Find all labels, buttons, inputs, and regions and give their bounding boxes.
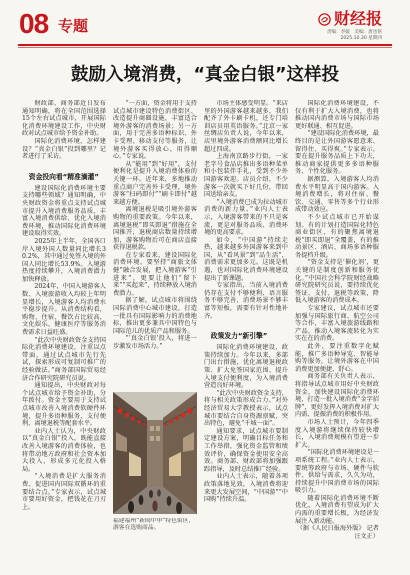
paragraph: 2025年上半年，全国各口岸入境外国人数量同比增长30.2%，其中通过免签入境的外国人同比增长53.9%。入境游热度持续攀升，入境消费潜力加快释放。	[22, 237, 106, 283]
paragraph: 市场人士预计，今年四季度入境游将继续保持较快增长，入境消费规模有望进一步扩大。	[295, 418, 379, 449]
paragraph: 专家建议，试点城市还要加强与国际旅行商、航空公司等合作，丰富入境旅游线路和产品，推动入境客流转化为实实在在的消费。	[295, 305, 379, 343]
far-window	[156, 436, 160, 441]
paragraph: “国际化消费环境建设是一项系统工程。”业内人士表示，要统筹政府与市场、硬件与软件、供给与需求，久久为功，持续提升中国消费市场的国际吸引力。	[295, 449, 379, 495]
red-lantern	[125, 413, 130, 418]
section-heading: 政策发力“新引擎”	[210, 332, 268, 341]
column-4	[295, 100, 379, 562]
paragraph: 此外，要注重数字化赋能，推广多语种导览、智能导购等服务，让境外游客在中国消费更加便捷、舒心。	[295, 343, 379, 373]
paragraph: “入境消费已成为拉动城市消费的新力量。”业内人士表示，入境游客带来的不只是客流，更是对服务品质、消费环境的更高要求。	[204, 198, 288, 237]
red-lantern	[169, 420, 172, 423]
paragraph: “入境消费是扩大服务消费、促进国内国际双循环的重要结合点。”专家表示，试点城市要用好资金，把钱花在刀刃上。	[22, 473, 106, 511]
paragraph: 通知要求，试点城市要制定建设方案，明确目标任务和工作举措，强化资金监管和绩效评价，确保资金使用安全高效。商务部、财政部将加强跟踪指导，及时总结推广经验。	[204, 427, 288, 473]
header-rule-thin	[18, 47, 392, 48]
far-window	[156, 426, 160, 431]
column-1	[22, 100, 106, 550]
column-2	[113, 100, 197, 388]
paragraph: 据了解，试点城市将围绕国际消费中心城市建设，打造一批具有国际影响力的消费地标，推出更多兼具中国特色与国际范儿的优质产品和服务。	[113, 297, 197, 335]
pedestrian	[139, 495, 144, 505]
street-scene-image	[113, 392, 197, 514]
red-lantern	[187, 408, 192, 413]
red-lantern	[181, 413, 186, 418]
paragraph: “建设国际化消费环境，最终目的是让外国游客愿意来、留得住、买得爽。”专家表示，要在提升服务品质上下功夫，推动商家提供更多多语种服务、个性化服务。	[295, 130, 379, 176]
far-building	[147, 420, 163, 487]
paragraph: 市场主体感受明显。“来店里的外国游客越来越多，我们配齐了外卡刷卡机，还专门培训店员用英语服务。”北京一家丝绸店负责人说，今年以来，店里境外游客消费额同比增长超过四成。	[204, 100, 288, 153]
pedestrian	[128, 501, 134, 513]
pedestrian	[157, 489, 161, 496]
paragraph: 专家指出，当前入境消费仍存在支付不够便利、语言服务不够完善、消费场景不够丰富等短板，需要有针对性地补齐。	[204, 282, 288, 320]
red-lantern	[175, 417, 179, 421]
pedestrian	[167, 496, 172, 506]
paragraph: 2024年，中国入境游客人数、入境旅游收入均较上年明显增长，入境游客人均消费水平稳步提升。从消费结构看，购物、住宿、餐饮占比较高，文化娱乐、健康医疗等服务消费需求日益旺盛。	[22, 283, 106, 337]
pedestrian	[149, 490, 153, 498]
red-lantern	[117, 408, 122, 413]
paragraph: 业内人士表示，随着各项政策落地见效，入境消费将迎来更大发展空间，“中国游”“中国购”持续升温。	[204, 473, 288, 504]
pedestrian	[152, 501, 157, 512]
red-lantern	[143, 423, 146, 426]
far-window	[150, 426, 154, 431]
paragraph: 据测算，入境游客人均消费水平明显高于国内游客。入境消费增长，将对住宿、餐饮、交通、零售等多个行业形成带动效应。	[295, 175, 379, 214]
red-lantern	[131, 417, 135, 421]
byline: （据《人民日报海外版》 记者 汪文正）	[296, 525, 379, 540]
section-heading: 资金投向看“精准滴灌”	[28, 172, 99, 181]
paragraph: 上海南京路步行街，一家老字号食品店推出多语种菜单和小包装伴手礼，受到不少外国游客欢迎。店员介绍，不少游客一次就买下好几份，带回国送给亲友。	[204, 153, 288, 199]
paragraph: “‘真金白银’投入，将进一步激发市场活力。”	[113, 335, 197, 350]
paragraph: 建设国际化消费环境主要支持哪些领域？通知明确，中央财政资金将重点支持试点城市提升入境消费服务品质、丰富入境消费供给、优化入境消费环境，推动国际化消费环境建设取得实效。	[22, 184, 106, 238]
section-label: 专题	[58, 17, 89, 35]
paragraph: 财政部、商务部近日发布通知明确，将在全国范围选择15个左右试点城市，开展国际化消费环境建设工作，中央财政对试点城市给予资金补助。	[22, 100, 106, 138]
paragraph: 国际化消费环境建设，政策持续加力。今年以来，多部门出台措施，优化离境退税政策、扩大免签国家范围、提升入境支付便利度，为入境消费营造良好环境。	[204, 344, 288, 390]
pedestrian	[176, 502, 182, 514]
paragraph: “资金支持是‘催化剂’，更关键的是制度创新和服务优化。”中国社会科学院财经战略研究院研究员说，要持续优化签证、支付、退税等政策，降低入境游客的消费成本。	[295, 259, 379, 305]
header-rule	[18, 44, 392, 46]
page-meta	[327, 30, 382, 42]
paragraph: 通知提出，中央财政对每个试点城市给予资金补助，分年拨付。资金主要用于支持试点城市改善入境消费软硬件环境，提升多语种服务、支付便利、离境退税等配套水平。	[22, 382, 106, 428]
red-lantern	[165, 423, 168, 426]
photo-caption: 福建福州“新闽中申”特色街区，游客在选购商品。	[113, 518, 195, 532]
red-lantern	[137, 420, 140, 423]
news-photo	[113, 392, 197, 514]
page-number: 08	[19, 8, 49, 39]
date-line: 2025.10.30 星期四	[340, 36, 382, 41]
paragraph: “此次中央财政资金支持，将与相关政策形成合力。”对外经济贸易大学教授表示，试点城市要结合自身资源禀赋，突出特色，避免“千城一面”。	[204, 389, 288, 428]
brand-logo	[318, 10, 382, 28]
editors-line: 责编：李媛 美编：唐也铭	[326, 30, 382, 35]
paragraph: 如今，“中国游”持续走热，越来越多外国游客来到中国，从“看风景”到“品生活”，消费需求更加多元。这既是机遇，也对国际化消费环境建设提出了新课题。	[204, 236, 288, 282]
paragraph: 国际化消费环境建设，不仅有利于扩大入境消费，也将推动国内消费市场与国际市场更好联通、相互促进。	[295, 100, 379, 130]
brand-emblem-icon	[318, 13, 331, 26]
paragraph: “此次中央财政资金支持国际化消费环境建设，注重以点带面，通过试点城市先行先试，探索形成可复制可推广的经验做法。”商务部国际贸易经济合作研究院研究员说。	[22, 336, 106, 382]
paragraph: 离境退税是吸引境外游客购物的重要政策。今年以来，离境退税“即买即退”措施在全国推开，退税商店数量持续增加，游客购物后可在商店直接获得退税款。	[113, 206, 197, 252]
paragraph: 在专家看来，建设国际化消费环境，要坚持“商旅文体健”融合发展，把入境游客“引进来”，更要让他们“留下来”“买起来”，持续释放入境消费潜力。	[113, 251, 197, 297]
paragraph: “一方面，资金将用于支持试点城市建设特色消费街区、改造提升商圈设施，丰富适合境外游客的消费场景；另一方面，用于完善多语种标识、外卡受理、移动支付等服务，让境外游客买得放心、用得顺心。”专家说。	[113, 100, 197, 161]
paragraph: 不少试点城市已开始谋划。有的计划打造国际化特色商业街区，有的聚焦离境退税“即买即退”全覆盖，有的推动景区、酒店、商场多语种服务提档升级。	[295, 213, 379, 259]
paragraph: 业内人士认为，中央财政以“真金白银”投入，既能直接改善入境游客的消费体验，也将带动地方政府和社会资本加大投入，形成多元化投入格局。	[22, 427, 106, 473]
far-window	[150, 436, 154, 441]
paragraph: 国际化消费环境，怎样建设？“真金白银”投到哪里？记者进行了采访。	[22, 137, 106, 161]
brand-name: 财经报	[333, 9, 382, 28]
column-3	[204, 100, 288, 550]
paragraph: 从“能用”到“好用”，支付便利化是提升入境消费体验的关键一环。近年来，多地推动重点商户完善外卡受理，境外游客“扫码即付”“刷卡即付”越来越方便。	[113, 160, 197, 206]
article-title: 鼓励入境消费，“真金白银”这样投	[70, 65, 339, 85]
paragraph: 随着国际化消费环境不断优化，入境消费有望成为扩大内需的重要增长极，为经济发展注入新动能。	[295, 494, 379, 525]
paragraph: 商务部有关负责人表示，将指导试点城市用好中央财政资金，加快建设国际化消费环境，打造一批入境消费“金字招牌”，更好发挥入境消费对扩大内需、提振消费的积极作用。	[295, 373, 379, 419]
